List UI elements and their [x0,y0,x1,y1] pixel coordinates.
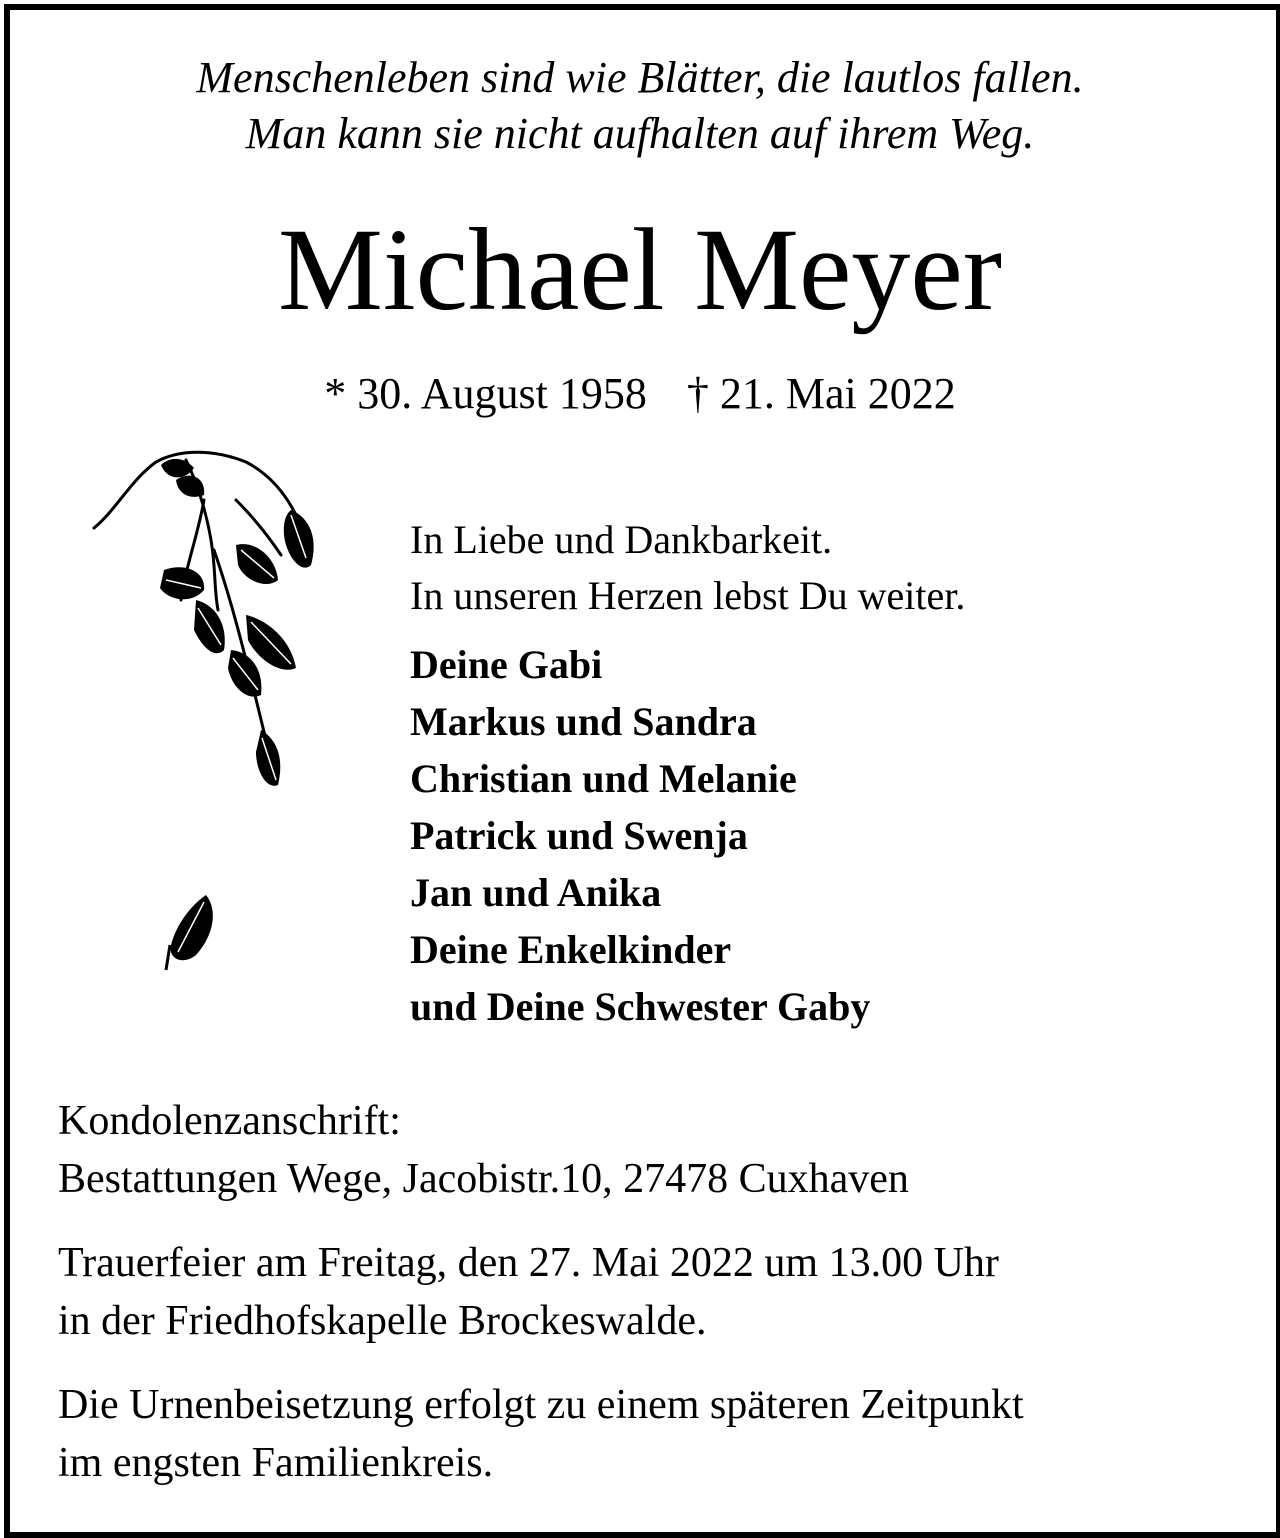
service-line-2: in der Friedhofskapelle Brockeswalde. [58,1298,707,1344]
family-list [410,636,870,1035]
dedication-line-1: In Liebe und Dankbarkeit. [410,517,833,562]
family-member: Jan und Anika [410,870,662,915]
burial-line-2: im engsten Familienkreis. [58,1440,494,1486]
quote-line-1: Menschenleben sind wie Blätter, die lautlos fallen. [196,53,1084,102]
family-member: Patrick und Swenja [410,813,748,858]
death-date: † 21. Mai 2022 [686,369,956,418]
family-member: Christian und Melanie [410,756,797,801]
family-member: Markus und Sandra [410,699,757,744]
birth-date: * 30. August 1958 [324,369,647,418]
quote-line-2: Man kann sie nicht aufhalten auf ihrem Weg. [245,109,1035,158]
burial-line-1: Die Urnenbeisetzung erfolgt zu einem späteren Zeitpunkt [58,1382,1024,1428]
family-member: Deine Gabi [410,642,603,687]
service-line-1: Trauerfeier am Freitag, den 27. Mai 2022 um 13.00 Uhr [58,1240,999,1286]
family-member: Deine Enkelkinder [410,927,732,972]
life-dates [0,366,1280,422]
dedication-line-2: In unseren Herzen lebst Du weiter. [410,573,966,618]
family-member: und Deine Schwester Gaby [410,984,871,1029]
condolence-address: Bestattungen Wege, Jacobistr.10, 27478 Cuxhaven [58,1156,909,1202]
condolence-label: Kondolenzanschrift: [58,1098,401,1144]
birch-branch-icon [86,440,336,990]
deceased-name: Michael Meyer [277,204,1003,335]
